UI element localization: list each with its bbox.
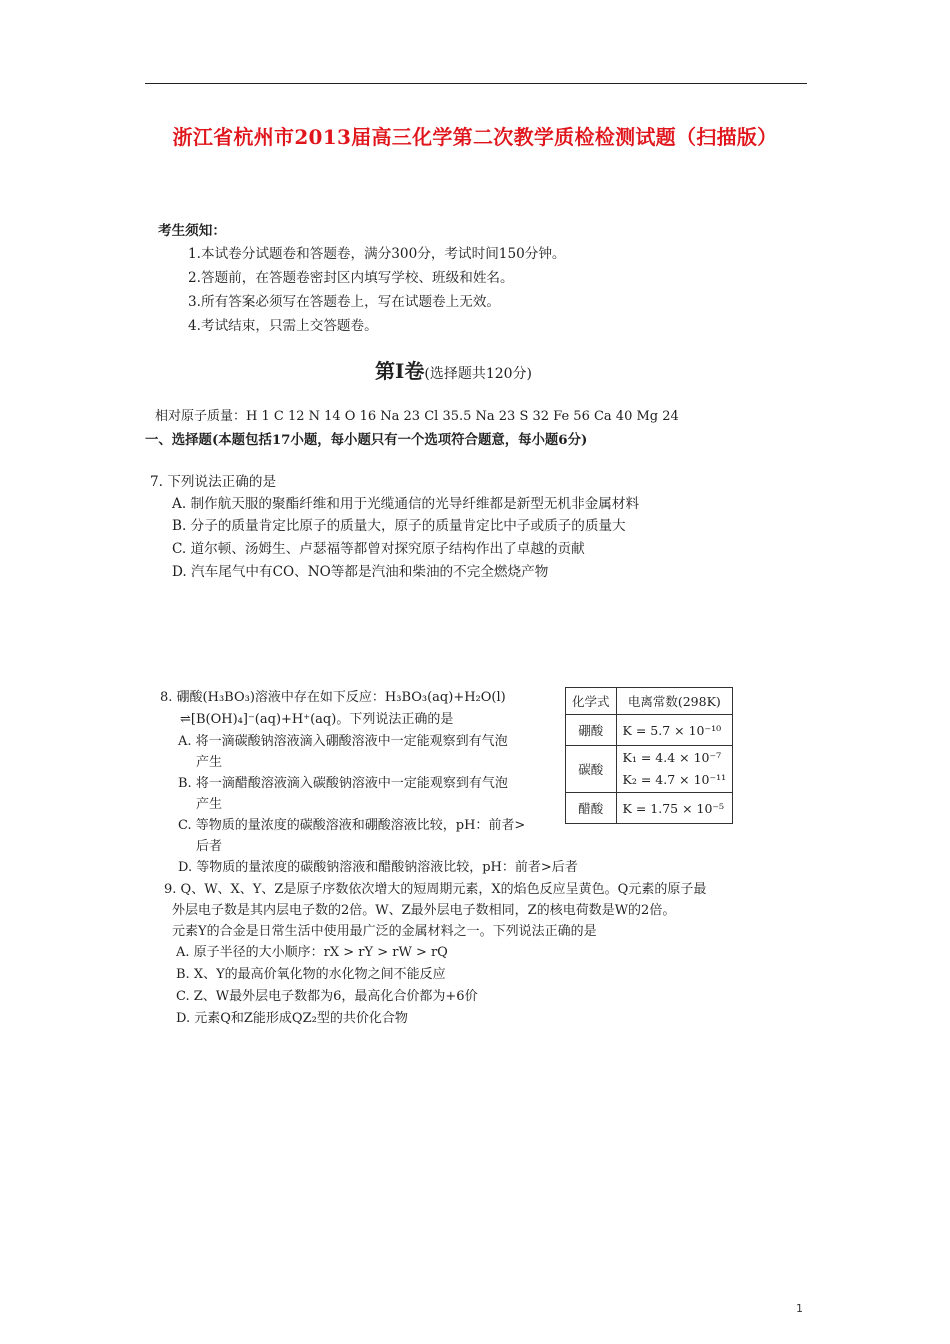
notice-item: 4.考试结束，只需上交答题卷。: [188, 318, 378, 334]
q8-option-cont: 产生: [196, 755, 223, 770]
q8-option: D. 等物质的量浓度的碳酸钠溶液和醋酸钠溶液比较，pH：前者>后者: [178, 860, 578, 875]
table-cell-k: [616, 746, 733, 793]
volume-title: 第Ⅰ卷: [375, 359, 425, 383]
section-heading: 一、选择题(本题包括17小题，每小题只有一个选项符合题意，每小题6分): [145, 432, 588, 448]
table-header: 电离常数(298K): [616, 688, 733, 715]
q7-stem: 7. 下列说法正确的是: [150, 474, 277, 490]
table-header: 化学式: [566, 688, 617, 715]
scan-block-1: [140, 215, 815, 585]
notice-item: 1.本试卷分试题卷和答题卷，满分300分，考试时间150分钟。: [188, 246, 566, 262]
atomic-masses: [155, 405, 679, 424]
q8-option: A. 将一滴碳酸钠溶液滴入硼酸溶液中一定能观察到有气泡: [178, 734, 508, 749]
page-title: 浙江省杭州市2013届高三化学第二次教学质检检测试题（扫描版）: [172, 125, 778, 149]
atomic-masses-text: 相对原子质量：H 1 C 12 N 14 O 16 Na 23 Cl 35.5 Na 23 S 32 Fe 56 Ca 40 Mg 24: [155, 409, 679, 424]
q8-option: B. 将一滴醋酸溶液滴入碳酸钠溶液中一定能观察到有气泡: [178, 776, 508, 791]
q8-option: C. 等物质的量浓度的碳酸溶液和硼酸溶液比较，pH：前者>: [178, 818, 526, 833]
table-row: [566, 793, 733, 824]
q9-option: B. X、Y的最高价氧化物的水化物之间不能反应: [176, 967, 446, 982]
q7-option: C. 道尔顿、汤姆生、卢瑟福等都曾对探究原子结构作出了卓越的贡献: [172, 541, 585, 557]
notice-item: 2.答题前，在答题卷密封区内填写学校、班级和姓名。: [188, 270, 514, 286]
volume-subtitle: (选择题共120分): [424, 366, 533, 382]
q9-option: D. 元素Q和Z能形成QZ₂型的共价化合物: [176, 1011, 408, 1026]
q9-stem: 元素Y的合金是日常生活中使用最广泛的金属材料之一。下列说法正确的是: [172, 924, 597, 939]
q9-stem: 外层电子数是其内层电子数的2倍。W、Z最外层电子数相同，Z的核电荷数是W的2倍。: [172, 903, 676, 918]
k1-value: K₁ = 4.4 × 10⁻⁷: [622, 750, 722, 765]
q9-option: A. 原子半径的大小顺序：rX > rY > rW > rQ: [176, 945, 448, 960]
q8-stem-line-1: 8. 硼酸(H₃BO₃)溶液中存在如下反应：H₃BO₃(aq)+H₂O(l): [160, 690, 506, 705]
header-rule: [145, 83, 807, 84]
q7-option: A. 制作航天服的聚酯纤维和用于光缆通信的光导纤维都是新型无机非金属材料: [172, 496, 640, 512]
table-header-row: [566, 688, 733, 715]
volume-heading: [375, 355, 532, 384]
table-cell-k: K = 1.75 × 10⁻⁵: [616, 793, 733, 824]
q7-option: D. 汽车尾气中有CO、NO等都是汽油和柴油的不完全燃烧产物: [172, 564, 549, 580]
q8-stem-line-2: ⇌[B(OH)₄]⁻(aq)+H⁺(aq)。下列说法正确的是: [180, 712, 454, 727]
table-cell-k: K = 5.7 × 10⁻¹⁰: [616, 715, 733, 746]
q9-option: C. Z、W最外层电子数都为6，最高化合价都为+6价: [176, 989, 478, 1004]
table-cell-name: 醋酸: [566, 793, 617, 824]
table-cell-name: 硼酸: [566, 715, 617, 746]
q8-option-cont: 产生: [196, 797, 223, 812]
table-row: [566, 746, 733, 793]
scan-block-2: [140, 682, 815, 1027]
table-cell-name: 碳酸: [566, 746, 617, 793]
notice-item: 3.所有答案必须写在答题卷上，写在试题卷上无效。: [188, 294, 501, 310]
ionization-constant-table: [565, 687, 733, 824]
q8-option-cont: 后者: [196, 839, 223, 854]
q7-option: B. 分子的质量肯定比原子的质量大，原子的质量肯定比中子或质子的质量大: [172, 518, 626, 534]
k2-value: K₂ = 4.7 × 10⁻¹¹: [622, 772, 727, 787]
q9-stem: 9. Q、W、X、Y、Z是原子序数依次增大的短周期元素，X的焰色反应呈黄色。Q元素的原子最: [164, 882, 707, 897]
table-row: [566, 715, 733, 746]
notice-heading: 考生须知：: [158, 223, 226, 239]
page-number: 1: [796, 1302, 803, 1315]
